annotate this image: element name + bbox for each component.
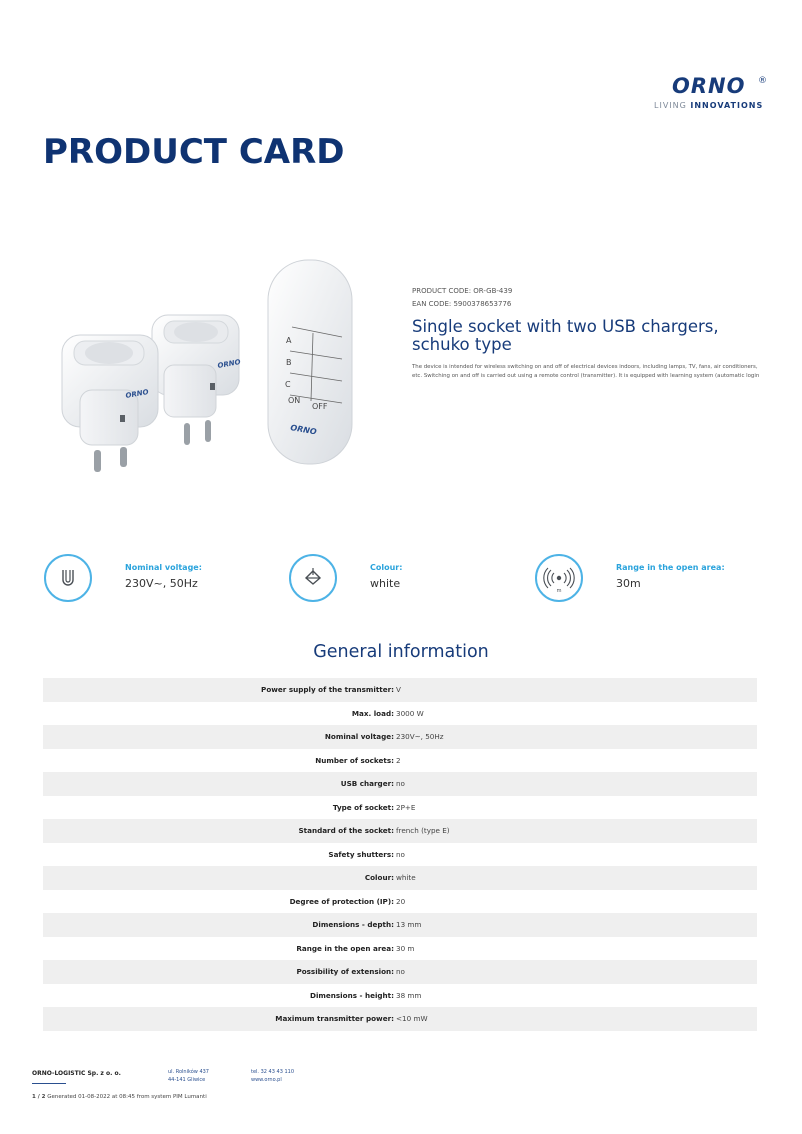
- product-code: PRODUCT CODE: OR-GB-439: [412, 287, 513, 295]
- generated-text: Generated 01-08-2022 at 08:45 from system PIM Lumanti: [45, 1094, 207, 1100]
- spec-value: 30 m: [396, 943, 415, 953]
- spec-label: Type of socket:: [332, 802, 394, 812]
- remote-control: [268, 260, 352, 464]
- spec-label: Dimensions - height:: [309, 990, 394, 1000]
- spec-label: Safety shutters:: [328, 849, 394, 859]
- spec-value: no: [396, 967, 405, 977]
- remote-label-b: B: [286, 358, 292, 367]
- remote-label-a: A: [286, 336, 292, 345]
- table-row: [43, 913, 757, 937]
- footer-address-line-1: ul. Rolników 437: [168, 1069, 209, 1075]
- footer-website-link[interactable]: www.orno.pl: [251, 1076, 282, 1083]
- table-row: [43, 937, 757, 961]
- feature-voltage-label: Nominal voltage:: [125, 563, 202, 572]
- range-signal-icon: [535, 554, 583, 602]
- table-row: [43, 749, 757, 773]
- remote-label-off: OFF: [312, 402, 328, 411]
- socket-front: [62, 335, 158, 472]
- footer-company: ORNO-LOGISTIC Sp. z o. o.: [32, 1070, 121, 1077]
- table-row: [43, 866, 757, 890]
- table-row: [43, 819, 757, 843]
- spec-value: 3000 W: [396, 708, 424, 718]
- spec-label: Dimensions - depth:: [312, 920, 394, 930]
- logo-registered-mark: ®: [758, 76, 767, 86]
- product-name: Single socket with two USB chargers, schuko type: [412, 317, 719, 354]
- feature-colour-label: Colour:: [370, 563, 403, 572]
- remote-label-c: C: [285, 380, 291, 389]
- ean-code: EAN CODE: 5900378653776: [412, 300, 512, 308]
- page-number: 1 / 2: [32, 1094, 46, 1100]
- spec-value: V: [396, 685, 401, 695]
- spec-label: Max. load:: [351, 708, 394, 718]
- spec-label: Standard of the socket:: [298, 826, 394, 836]
- footer-contact: [251, 1069, 294, 1084]
- spec-label: Maximum transmitter power:: [275, 1014, 394, 1024]
- table-row: [43, 960, 757, 984]
- table-row: [43, 843, 757, 867]
- feature-voltage-value: 230V~, 50Hz: [125, 577, 198, 590]
- table-row: [43, 772, 757, 796]
- feature-range-label: Range in the open area:: [616, 563, 725, 572]
- feature-colour-value: white: [370, 577, 401, 590]
- feature-range-value: 30m: [616, 577, 641, 590]
- spec-label: Possibility of extension:: [296, 967, 394, 977]
- spec-label: Degree of protection (IP):: [289, 896, 394, 906]
- table-row: [43, 1007, 757, 1031]
- table-row: [43, 702, 757, 726]
- spec-value: 2P+E: [396, 802, 416, 812]
- remote-logo: ORNO: [289, 423, 318, 437]
- spec-label: USB charger:: [340, 779, 394, 789]
- table-row: [43, 796, 757, 820]
- tagline-part-1: LIVING: [654, 101, 691, 110]
- footer-address: [168, 1069, 209, 1084]
- footer-generated: [32, 1094, 207, 1100]
- spec-value: 38 mm: [396, 990, 422, 1000]
- spec-label: Range in the open area:: [296, 943, 394, 953]
- spec-label: Colour:: [364, 873, 394, 883]
- plug-u-icon: [44, 554, 92, 602]
- colour-bucket-icon: [289, 554, 337, 602]
- footer-phone: tel. 32 43 43 110: [251, 1069, 295, 1075]
- spec-value: 13 mm: [396, 920, 422, 930]
- remote-label-on: ON: [288, 396, 301, 405]
- footer-divider: [32, 1083, 66, 1084]
- product-image: [60, 255, 360, 485]
- spec-label: Number of sockets:: [315, 755, 394, 765]
- page-title: PRODUCT CARD: [43, 132, 345, 172]
- spec-value: no: [396, 849, 405, 859]
- spec-label: Power supply of the transmitter:: [261, 685, 394, 695]
- brand-logo: [652, 74, 772, 114]
- table-row: [43, 890, 757, 914]
- spec-value: <10 mW: [396, 1014, 428, 1024]
- table-row: [43, 678, 757, 702]
- spec-value: 20: [396, 896, 406, 906]
- spec-value: french (type E): [396, 826, 450, 836]
- socket-back-logo: ORNO: [216, 358, 242, 370]
- spec-label: Nominal voltage:: [324, 732, 394, 742]
- tagline-part-2: INNOVATIONS: [690, 101, 764, 110]
- socket-front-logo: ORNO: [124, 388, 150, 400]
- spec-value: 230V~, 50Hz: [396, 732, 444, 742]
- range-icon-unit: m: [556, 588, 562, 593]
- socket-back: [152, 315, 241, 445]
- footer-address-line-2: 44-141 Gliwice: [168, 1076, 206, 1083]
- logo-tagline: [654, 101, 763, 110]
- product-description: The device is intended for wireless switching on and off of electrical devices indoors, including lamps, TV, fans, air conditioners, etc. Switching on and off is carried out using a remote control (transmitter). It is equipped with learning system (automatic login: [412, 364, 760, 379]
- logo-wordmark: ORNO: [672, 74, 746, 98]
- spec-value: 2: [396, 755, 401, 765]
- general-information-heading: General information: [313, 642, 489, 662]
- table-row: [43, 984, 757, 1008]
- spec-value: white: [396, 873, 416, 883]
- spec-value: no: [396, 779, 405, 789]
- table-row: [43, 725, 757, 749]
